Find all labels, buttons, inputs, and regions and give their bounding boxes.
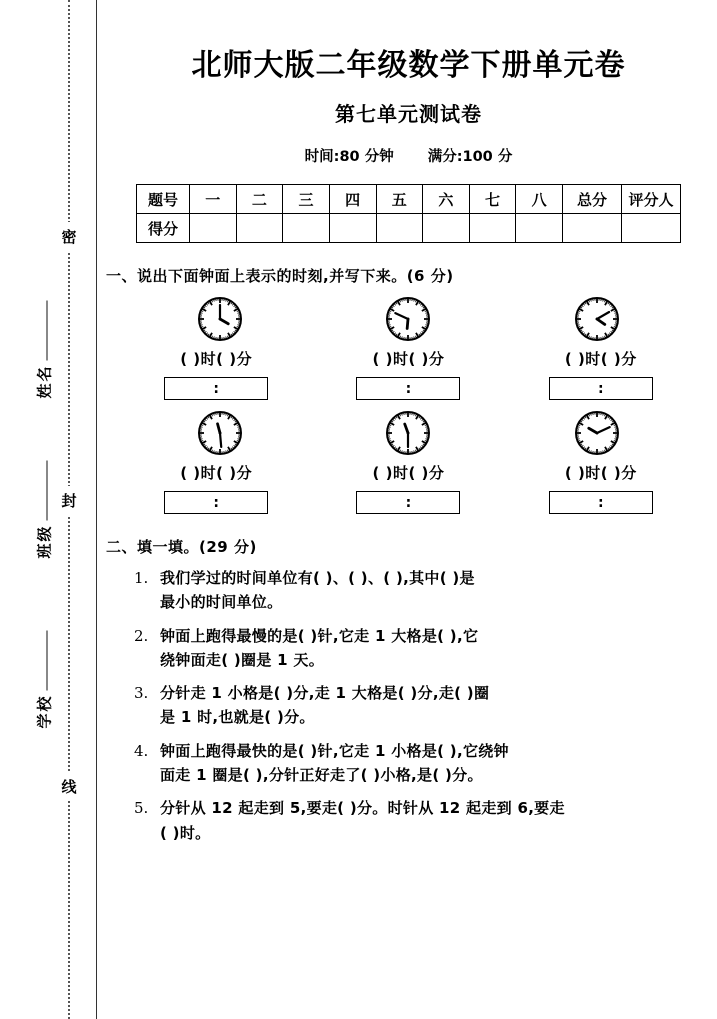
fill-item-line: 分针从 12 起走到 5,要走( )分。时针从 12 起走到 6,要走 xyxy=(160,799,565,818)
score-table-column-header: 四 xyxy=(329,185,376,214)
fill-item-number: 1. xyxy=(134,569,149,587)
clock-cell xyxy=(512,294,682,344)
fill-in-blank-item[interactable] xyxy=(134,739,709,788)
answer-box[interactable]: : xyxy=(164,377,268,400)
fill-item-line: 分针走 1 小格是( )分,走 1 大格是( )分,走( )圈 xyxy=(160,684,490,703)
fill-item-number: 3. xyxy=(134,684,149,703)
student-class-label: 班级 xyxy=(35,524,54,559)
fill-item-number: 5. xyxy=(134,799,149,818)
page-title: 北师大版二年级数学下册单元卷 xyxy=(191,48,626,83)
answer-box-row-2 xyxy=(100,491,717,514)
clock-cell xyxy=(323,294,493,344)
student-class-underline xyxy=(47,460,48,520)
seal-char-xian: 线 xyxy=(59,772,79,801)
fill-item-line: 最小的时间单位。 xyxy=(160,593,283,612)
fill-item-line: 面走 1 圈是( ),分针正好走了( )小格,是( )分。 xyxy=(160,766,483,785)
fill-in-blank-item[interactable] xyxy=(134,566,709,615)
fill-item-line: 我们学过的时间单位有( )、( )、( ),其中( )是 xyxy=(160,569,475,587)
score-table-column-header: 八 xyxy=(516,185,563,214)
score-table-cell[interactable] xyxy=(622,214,681,243)
clock-row-1 xyxy=(100,294,717,344)
score-table-column-header: 七 xyxy=(469,185,516,214)
score-table-cell[interactable] xyxy=(376,214,423,243)
fill-item-number: 2. xyxy=(134,626,149,645)
answer-line-row-2 xyxy=(100,462,717,483)
fill-item-text xyxy=(160,624,709,673)
score-table-column-header: 一 xyxy=(190,185,237,214)
fill-item-line: 绕钟面走( )圈是 1 天。 xyxy=(160,650,325,669)
answer-line[interactable]: ( )时( )分 xyxy=(180,350,253,368)
score-table xyxy=(136,184,681,243)
clock-face-icon xyxy=(383,294,433,344)
fill-item-line: 是 1 时,也就是( )分。 xyxy=(160,708,315,727)
student-class-field[interactable] xyxy=(34,439,55,563)
fill-item-text xyxy=(160,796,709,845)
student-name-underline xyxy=(47,300,48,360)
score-table-wrapper xyxy=(136,184,681,243)
score-table-score-row xyxy=(137,214,681,243)
answer-line[interactable]: ( )时( )分 xyxy=(564,464,637,482)
clock-cell xyxy=(512,408,682,458)
score-table-column-header: 六 xyxy=(423,185,470,214)
clock-face-icon xyxy=(195,408,245,458)
score-table-column-header: 三 xyxy=(283,185,330,214)
page-subtitle: 第七单元测试卷 xyxy=(335,102,482,126)
score-table-column-header: 评分人 xyxy=(622,185,681,214)
answer-line[interactable]: ( )时( )分 xyxy=(180,464,253,482)
answer-box[interactable]: : xyxy=(164,491,268,514)
section-header-1: 一、说出下面钟面上表示的时刻,并写下来。(6 分) xyxy=(106,267,454,285)
exam-total-label: 满分:100 分 xyxy=(427,149,513,165)
score-table-cell[interactable] xyxy=(563,214,622,243)
score-table-column-header: 五 xyxy=(376,185,423,214)
clock-face-icon xyxy=(383,408,433,458)
score-table-row-label: 得分 xyxy=(137,214,190,243)
student-name-label: 姓名 xyxy=(35,364,54,399)
answer-box[interactable]: : xyxy=(356,377,460,400)
score-table-column-header: 总分 xyxy=(563,185,622,214)
fill-item-number: 4. xyxy=(134,741,149,760)
seal-char-feng: 封 xyxy=(59,486,79,515)
answer-box[interactable]: : xyxy=(356,491,460,514)
score-table-header-row xyxy=(137,185,681,214)
student-name-field[interactable] xyxy=(34,279,55,403)
answer-line-row-1 xyxy=(100,348,717,369)
score-table-cell[interactable] xyxy=(329,214,376,243)
answer-line[interactable]: ( )时( )分 xyxy=(372,464,445,482)
answer-box[interactable]: : xyxy=(549,377,653,400)
clock-face-icon xyxy=(572,294,622,344)
answer-line[interactable]: ( )时( )分 xyxy=(372,350,445,368)
score-table-cell[interactable] xyxy=(190,214,237,243)
answer-box[interactable]: : xyxy=(549,491,653,514)
student-school-label: 学校 xyxy=(35,694,54,729)
fill-item-text xyxy=(160,739,709,788)
clock-face-icon xyxy=(195,294,245,344)
fill-item-text xyxy=(160,681,709,730)
score-table-cell[interactable] xyxy=(236,214,283,243)
fill-in-blank-item[interactable] xyxy=(134,796,709,845)
section-header-2: 二、填一填。(29 分) xyxy=(106,538,257,556)
score-table-cell[interactable] xyxy=(469,214,516,243)
student-school-field[interactable] xyxy=(34,609,55,733)
exam-time-label: 时间:80 分钟 xyxy=(304,149,394,165)
fill-in-blank-list xyxy=(100,566,717,845)
exam-meta xyxy=(100,145,717,166)
exam-sheet xyxy=(100,0,717,1019)
score-table-cell[interactable] xyxy=(516,214,563,243)
fill-item-line: ( )时。 xyxy=(160,823,211,842)
clock-cell xyxy=(135,408,305,458)
score-table-cell[interactable] xyxy=(423,214,470,243)
clock-face-icon xyxy=(572,408,622,458)
score-table-row-label: 题号 xyxy=(137,185,190,214)
page-left-border xyxy=(96,0,97,1019)
score-table-column-header: 二 xyxy=(236,185,283,214)
answer-box-row-1 xyxy=(100,377,717,400)
fill-item-text xyxy=(160,566,709,615)
fill-in-blank-item[interactable] xyxy=(134,681,709,730)
seal-char-mi: 密 xyxy=(59,222,79,251)
clock-cell xyxy=(135,294,305,344)
fill-item-line: 钟面上跑得最快的是( )针,它走 1 小格是( ),它绕钟 xyxy=(160,741,509,760)
answer-line[interactable]: ( )时( )分 xyxy=(564,350,637,368)
clock-cell xyxy=(323,408,493,458)
clock-row-2 xyxy=(100,408,717,458)
student-school-underline xyxy=(47,630,48,690)
seal-margin-area xyxy=(0,0,100,1019)
fill-in-blank-item[interactable] xyxy=(134,624,709,673)
score-table-cell[interactable] xyxy=(283,214,330,243)
fill-item-line: 钟面上跑得最慢的是( )针,它走 1 大格是( ),它 xyxy=(160,626,479,645)
